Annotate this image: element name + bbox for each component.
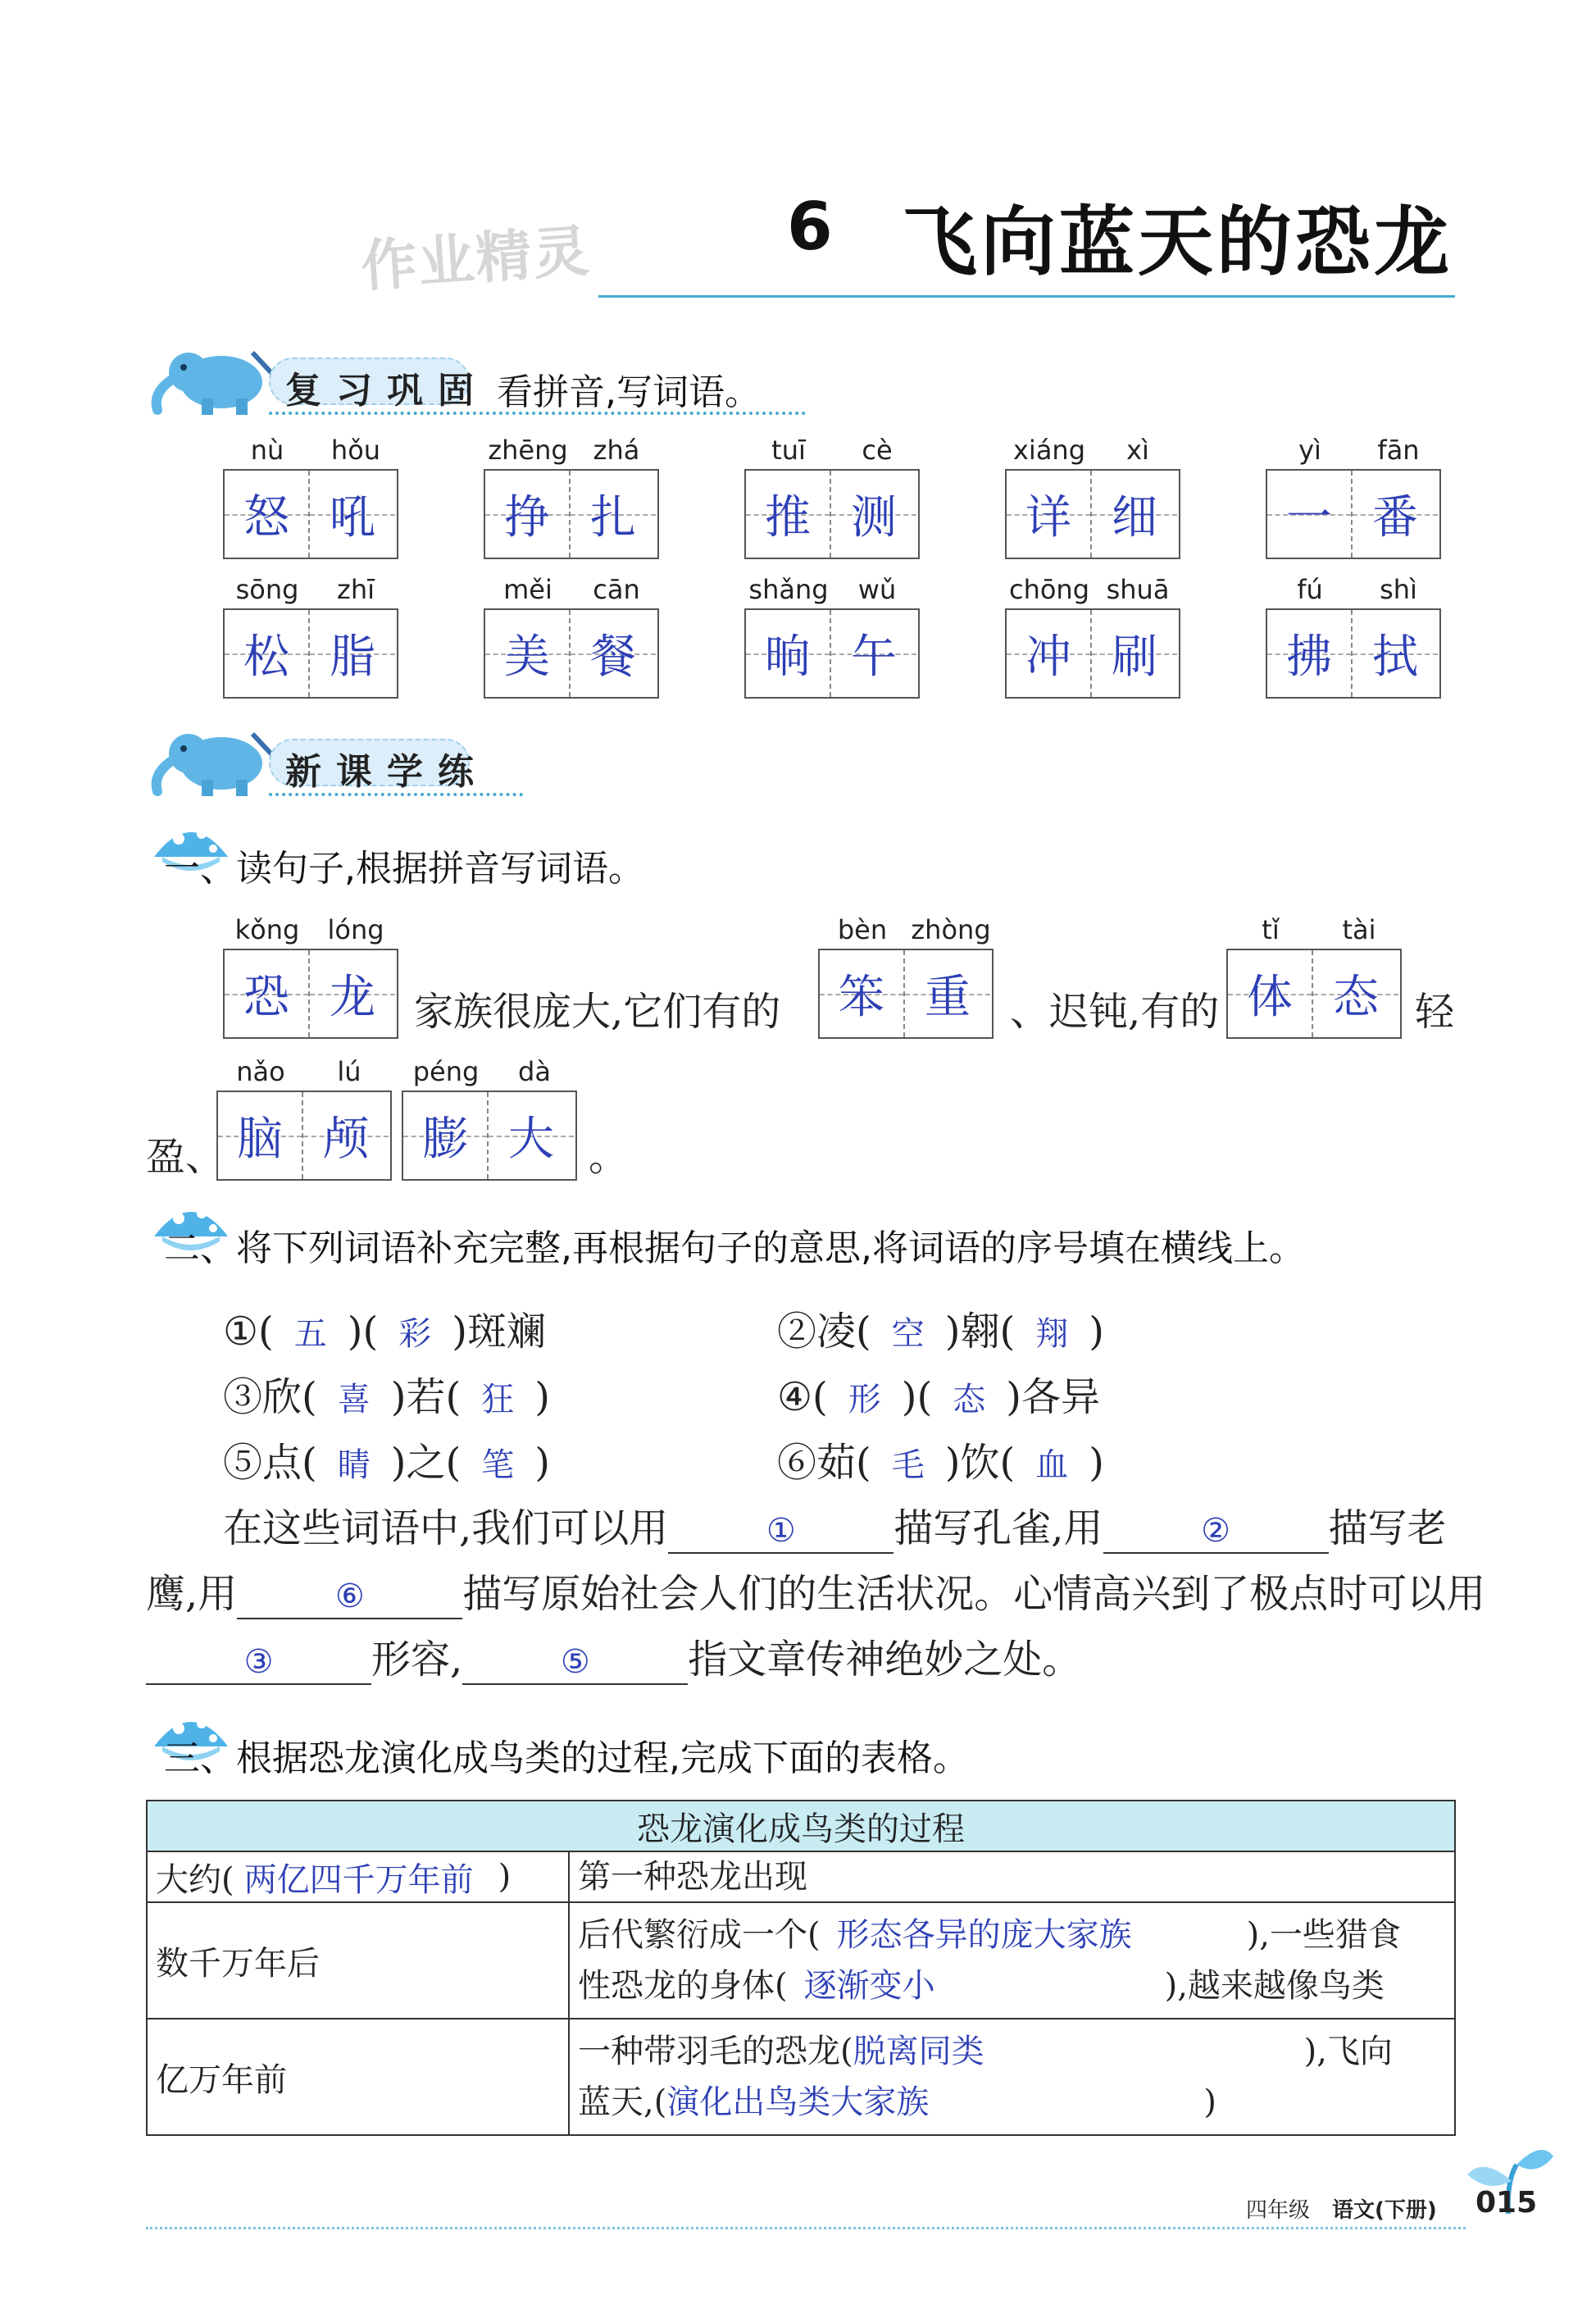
answer-char: 重 xyxy=(925,971,971,1024)
pinyin-label: měi xyxy=(503,574,552,605)
answer-char: 笔 xyxy=(481,1446,515,1484)
pinyin-label: shì xyxy=(1380,574,1417,605)
pinyin-label: cè xyxy=(862,435,893,466)
answer-char: 挣 xyxy=(504,491,550,544)
idiom-item: ③欣( 喜 )若( 狂 ) xyxy=(223,1374,550,1420)
pinyin-label: sōng xyxy=(235,574,299,605)
answer-char: 美 xyxy=(504,631,550,684)
pinyin-word xyxy=(223,574,400,702)
pinyin-word xyxy=(484,574,661,702)
answer-char: 喜 xyxy=(337,1381,371,1418)
lesson-number: 6 xyxy=(787,189,833,265)
pinyin-word xyxy=(1266,574,1443,702)
answer-text: 形态各异的庞大家族 xyxy=(836,1916,1132,1954)
answer-char: 毛 xyxy=(891,1446,925,1484)
answer-char: 翔 xyxy=(1035,1315,1069,1353)
pinyin-word xyxy=(818,914,995,1042)
title-rule xyxy=(598,295,1455,298)
answer-char: 刷 xyxy=(1112,631,1157,684)
pinyin-word xyxy=(402,1056,579,1184)
new-lesson-section-header xyxy=(146,726,556,799)
answer-char: 冲 xyxy=(1025,631,1071,684)
pinyin-label: dà xyxy=(518,1056,551,1087)
idiom-item: ②凌( 空 )翱( 翔 ) xyxy=(777,1309,1104,1355)
evolution-table xyxy=(146,1800,1456,2136)
answer-char: 餐 xyxy=(590,631,636,684)
answer-char: 笨 xyxy=(839,971,884,1024)
answer-blank: ① xyxy=(668,1509,893,1554)
answer-char: 恐 xyxy=(243,971,289,1024)
pinyin-label: tǐ xyxy=(1262,914,1280,945)
tian-ge-box xyxy=(1005,469,1180,559)
pinyin-word xyxy=(223,435,400,562)
pinyin-label: cān xyxy=(593,574,640,605)
tian-ge-box xyxy=(216,1091,392,1181)
pinyin-label: kǒng xyxy=(234,914,300,945)
pinyin-label: xiáng xyxy=(1012,435,1086,466)
q1-title: 读句子,根据拼音写词语。 xyxy=(236,848,644,890)
pinyin-label: shuā xyxy=(1106,574,1170,605)
idiom-item: ⑥茹( 毛 )饮( 血 ) xyxy=(777,1440,1104,1486)
pinyin-word xyxy=(1266,435,1443,562)
answer-blank: ③ xyxy=(146,1641,371,1685)
pinyin-word xyxy=(1005,435,1182,562)
q2-header xyxy=(146,1195,1457,1269)
pinyin-label: fú xyxy=(1297,574,1323,605)
review-label: 复习巩固 xyxy=(285,370,489,412)
elephant-icon xyxy=(146,344,277,418)
answer-char: 拭 xyxy=(1372,631,1418,684)
answer-blank: ⑥ xyxy=(237,1575,462,1619)
answer-text: 逐渐变小 xyxy=(803,1967,935,2005)
table-header: 恐龙演化成鸟类的过程 xyxy=(148,1801,1454,1851)
pinyin-word xyxy=(1226,914,1403,1042)
answer-char: 颅 xyxy=(323,1113,369,1166)
answer-char: 五 xyxy=(293,1315,327,1353)
tian-ge-box xyxy=(1226,949,1402,1039)
table-row: 大约( 两亿四千万年前 ) 第一种恐龙出现 xyxy=(148,1851,1454,1901)
answer-char: 狂 xyxy=(481,1381,515,1418)
pinyin-label: lú xyxy=(337,1056,361,1087)
pinyin-label: shǎng xyxy=(748,574,829,605)
tian-ge-box xyxy=(223,949,398,1039)
review-section-header xyxy=(146,344,818,418)
pinyin-label: fān xyxy=(1377,435,1420,466)
answer-text: 演化出鸟类大家族 xyxy=(666,2083,930,2121)
pinyin-label: péng xyxy=(412,1056,480,1087)
tian-ge-box xyxy=(223,608,398,699)
tian-ge-box xyxy=(484,469,659,559)
tian-ge-box xyxy=(744,469,920,559)
answer-char: 松 xyxy=(243,631,289,684)
pinyin-label: chōng xyxy=(1008,574,1090,605)
pinyin-label: zhī xyxy=(337,574,375,605)
answer-char: 详 xyxy=(1025,491,1071,544)
new-lesson-label: 新课学练 xyxy=(285,751,489,793)
watermark-text: 作业精灵 xyxy=(359,219,593,300)
answer-char: 番 xyxy=(1372,491,1418,544)
pinyin-label: zhá xyxy=(593,435,640,466)
pinyin-word xyxy=(744,435,921,562)
elephant-icon xyxy=(146,726,277,799)
pinyin-word xyxy=(1005,574,1182,702)
pinyin-word xyxy=(744,574,921,702)
tian-ge-box xyxy=(818,949,994,1039)
answer-text: 脱离同类 xyxy=(853,2033,984,2070)
pinyin-word xyxy=(484,435,661,562)
footer-subject: 语文(下册) xyxy=(1332,2198,1437,2223)
answer-char: 推 xyxy=(765,491,811,544)
idiom-item: ①( 五 )( 彩 )斑斓 xyxy=(223,1309,546,1355)
tian-ge-box xyxy=(223,469,398,559)
idiom-item: ④( 形 )( 态 )各异 xyxy=(777,1374,1100,1420)
answer-char: 血 xyxy=(1035,1446,1069,1484)
tian-ge-box xyxy=(744,608,920,699)
pinyin-label: tài xyxy=(1342,914,1376,945)
answer-char: 膨 xyxy=(422,1113,468,1166)
answer-char: 态 xyxy=(953,1381,986,1418)
answer-char: 一 xyxy=(1286,491,1332,544)
pinyin-label: tuī xyxy=(771,435,806,466)
q1-number: 一、 xyxy=(164,848,236,890)
review-instruction: 看拼音,写词语。 xyxy=(497,371,761,413)
answer-char: 扎 xyxy=(590,491,636,544)
pinyin-label: zhòng xyxy=(911,914,991,945)
pinyin-label: wǔ xyxy=(857,574,897,605)
q1-header xyxy=(146,816,884,890)
page-number: 015 xyxy=(1476,2186,1538,2220)
q3-title: 根据恐龙演化成鸟类的过程,完成下面的表格。 xyxy=(236,1737,969,1779)
pinyin-label: lóng xyxy=(327,914,384,945)
answer-char: 体 xyxy=(1247,971,1293,1024)
idiom-item: ⑤点( 睛 )之( 笔 ) xyxy=(223,1440,550,1486)
answer-char: 睛 xyxy=(337,1446,371,1484)
footer-rule xyxy=(146,2227,1466,2229)
answer-char: 吼 xyxy=(330,491,375,544)
table-row: 数千万年后 后代繁衍成一个( 形态各异的庞大家族 ),一些猎食 性恐龙的身体( 逐渐变小 ),越来越像鸟类 xyxy=(148,1901,1454,2018)
answer-char: 脑 xyxy=(237,1113,283,1166)
answer-char: 晌 xyxy=(765,631,811,684)
answer-char: 空 xyxy=(891,1315,925,1353)
answer-char: 午 xyxy=(851,631,897,684)
q3-header xyxy=(146,1705,1212,1779)
tian-ge-box xyxy=(402,1091,577,1181)
q3-number: 三、 xyxy=(164,1737,236,1779)
tian-ge-box xyxy=(1005,608,1180,699)
tian-ge-box xyxy=(1266,469,1441,559)
answer-char: 细 xyxy=(1112,491,1157,544)
pinyin-label: yì xyxy=(1298,435,1321,466)
pinyin-label: nù xyxy=(250,435,284,466)
answer-char: 拂 xyxy=(1286,631,1332,684)
answer-char: 彩 xyxy=(398,1315,432,1353)
footer-grade: 四年级 xyxy=(1246,2198,1311,2223)
q2-number: 二、 xyxy=(164,1227,236,1269)
tian-ge-box xyxy=(484,608,659,699)
lesson-title: 飞向蓝天的恐龙 xyxy=(902,198,1453,286)
answer-char: 脂 xyxy=(330,631,375,684)
answer-blank: ⑤ xyxy=(462,1641,688,1685)
answer-char: 态 xyxy=(1333,971,1379,1024)
tian-ge-box xyxy=(1266,608,1441,699)
answer-char: 形 xyxy=(848,1381,881,1418)
pinyin-word xyxy=(223,914,400,1042)
answer-char: 怒 xyxy=(243,491,289,544)
answer-text: 两亿四千万年前 xyxy=(243,1860,474,1899)
answer-char: 测 xyxy=(851,491,897,544)
pinyin-label: xì xyxy=(1126,435,1149,466)
pinyin-label: hǒu xyxy=(330,435,381,466)
answer-blank: ② xyxy=(1103,1509,1329,1554)
pinyin-label: nǎo xyxy=(236,1056,285,1087)
pinyin-label: bèn xyxy=(837,914,888,945)
pinyin-label: zhēng xyxy=(488,435,568,466)
pinyin-word xyxy=(216,1056,393,1184)
answer-char: 大 xyxy=(508,1113,554,1166)
table-row: 亿万年前 一种带羽毛的恐龙( 脱离同类 ),飞向 蓝天,( 演化出鸟类大家族 ) xyxy=(148,2018,1454,2134)
answer-char: 龙 xyxy=(330,971,375,1024)
q2-title: 将下列词语补充完整,再根据句子的意思,将词语的序号填在横线上。 xyxy=(236,1227,1305,1269)
